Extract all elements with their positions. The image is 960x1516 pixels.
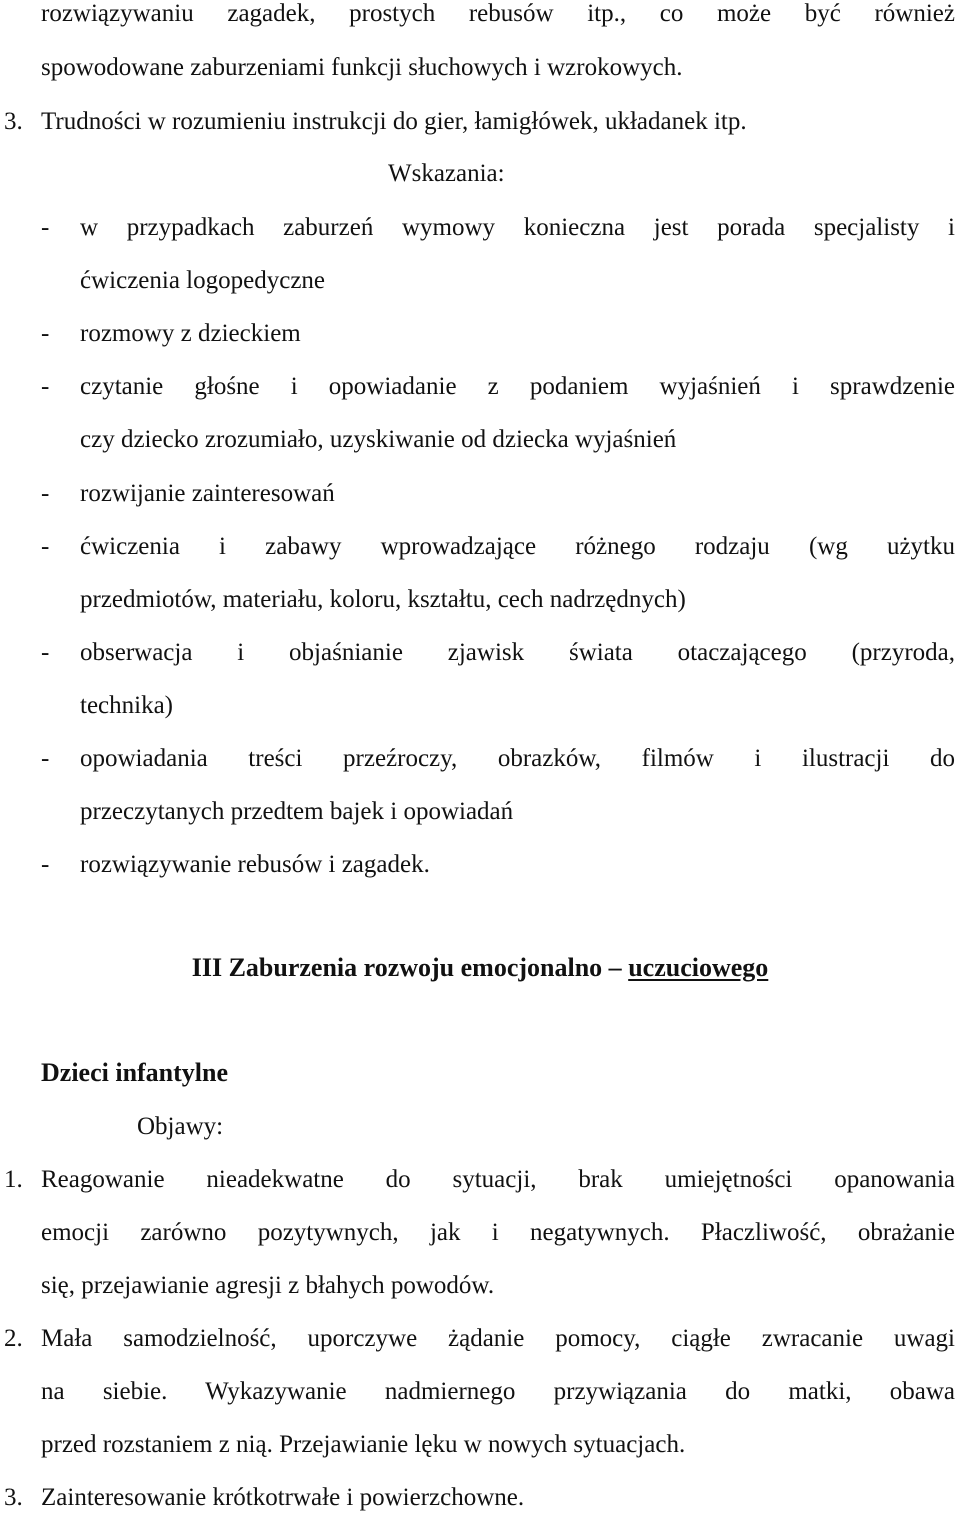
list-item-text: emocji zarówno pozytywnych, jak i negatywnych. Płaczliwość, obrażanie <box>41 1219 955 1246</box>
list-item-text: przed rozstaniem z nią. Przejawianie lęku w nowych sytuacjach. <box>41 1431 686 1458</box>
list-item-text: ćwiczenia i zabawy wprowadzające różnego rodzaju (wg użytku <box>80 533 955 560</box>
list-item-text: Mała samodzielność, uporczywe żądanie pomocy, ciągłe zwracanie uwagi <box>41 1325 955 1352</box>
list-item-text: czytanie głośne i opowiadanie z podaniem wyjaśnień i sprawdzenie <box>80 373 955 400</box>
list-item-text: obserwacja i objaśnianie zjawisk świata otaczającego (przyroda, <box>80 639 955 666</box>
list-item-text: przedmiotów, materiału, koloru, kształtu, cech nadrzędnych) <box>80 586 686 613</box>
list-item-text: rozmowy z dzieckiem <box>80 320 301 347</box>
section-heading <box>0 950 960 986</box>
list-number: 3. <box>4 1484 23 1511</box>
subsection-heading: Dzieci infantylne <box>41 1058 229 1087</box>
list-dash: - <box>41 745 50 772</box>
list-number: 1. <box>4 1166 23 1193</box>
list-item-text: technika) <box>80 692 174 719</box>
list-item-text: ćwiczenia logopedyczne <box>80 267 326 294</box>
list-item-text: Reagowanie nieadekwatne do sytuacji, brak umiejętności opanowania <box>41 1166 955 1193</box>
list-item-text: przeczytanych przedtem bajek i opowiadań <box>80 798 514 825</box>
list-item-text: Trudności w rozumieniu instrukcji do gier, łamigłówek, układanek itp. <box>41 108 747 135</box>
list-item-text: opowiadania treści przeźroczy, obrazków, filmów i ilustracji do <box>80 745 955 772</box>
section-heading-text: III Zaburzenia rozwoju emocjonalno – uczuciowego <box>191 953 769 982</box>
list-item-text: Zainteresowanie krótkotrwałe i powierzchowne. <box>41 1484 525 1511</box>
indications-heading: Wskazania: <box>388 160 505 187</box>
list-item-text: w przypadkach zaburzeń wymowy konieczna jest porada specjalisty i <box>80 214 955 241</box>
list-dash: - <box>41 373 50 400</box>
paragraph-line: rozwiązywaniu zagadek, prostych rebusów itp., co może być również <box>41 0 955 27</box>
list-item-text: czy dziecko zrozumiało, uzyskiwanie od dziecka wyjaśnień <box>80 426 677 453</box>
symptoms-label: Objawy: <box>137 1113 224 1140</box>
list-dash: - <box>41 214 50 241</box>
list-dash: - <box>41 320 50 347</box>
list-number: 2. <box>4 1325 23 1352</box>
list-item-text: rozwiązywanie rebusów i zagadek. <box>80 851 430 878</box>
paragraph-line: spowodowane zaburzeniami funkcji słuchowych i wzrokowych. <box>41 54 683 81</box>
list-dash: - <box>41 639 50 666</box>
list-item-text: się, przejawianie agresji z błahych powodów. <box>41 1272 495 1299</box>
list-dash: - <box>41 851 50 878</box>
list-item-text: na siebie. Wykazywanie nadmiernego przywiązania do matki, obawa <box>41 1378 955 1405</box>
list-dash: - <box>41 533 50 560</box>
list-number: 3. <box>4 108 23 135</box>
list-item-text: rozwijanie zainteresowań <box>80 480 335 507</box>
list-dash: - <box>41 480 50 507</box>
